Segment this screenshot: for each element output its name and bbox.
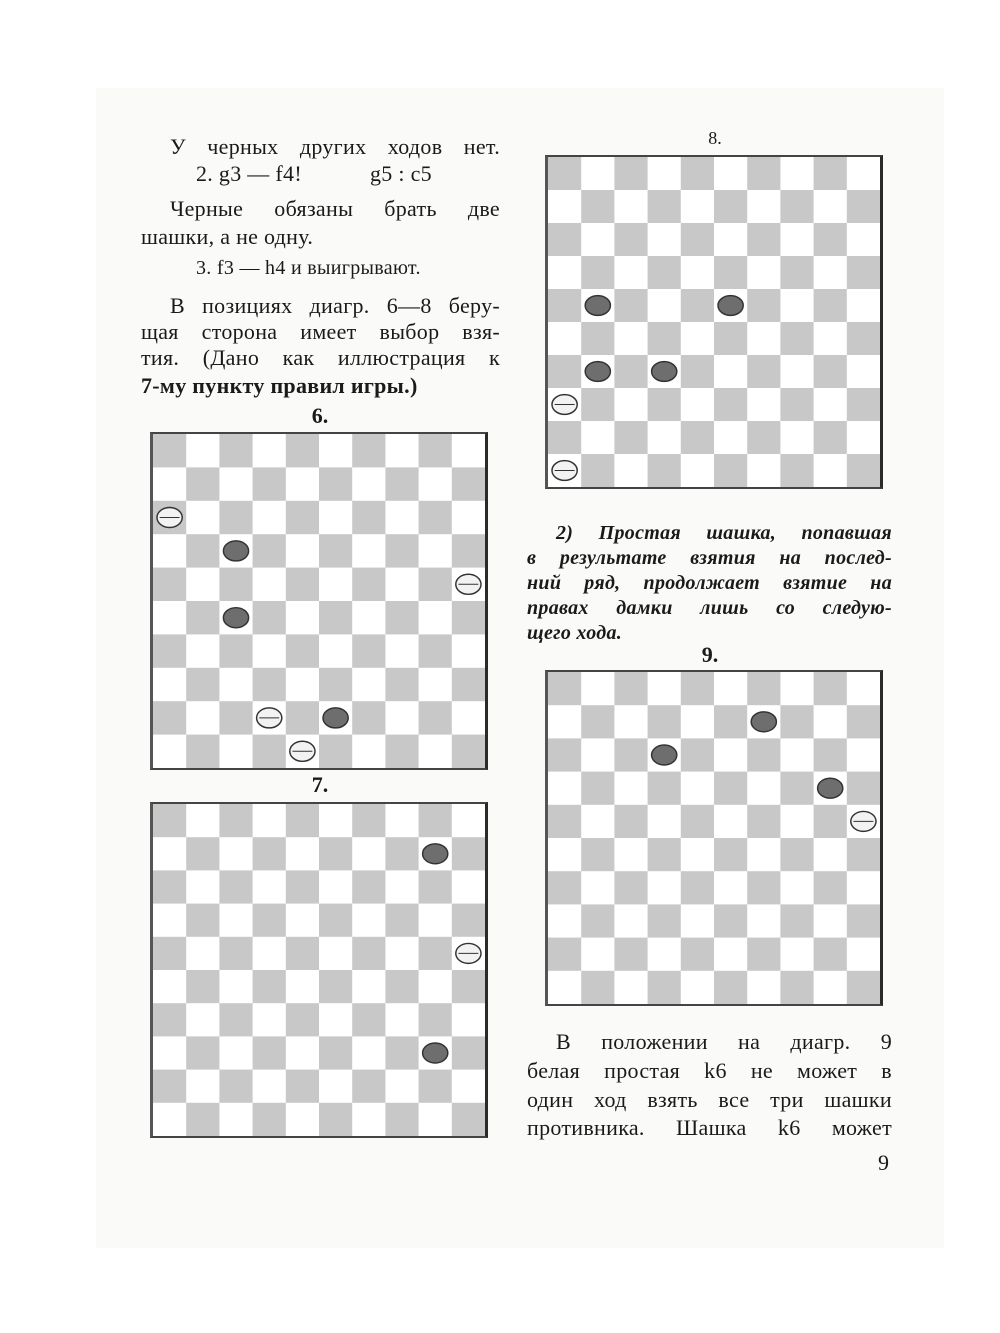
dark-square (814, 871, 847, 904)
dark-square (286, 568, 319, 601)
dark-square (814, 355, 847, 388)
dark-square (385, 601, 418, 634)
dark-square (847, 904, 880, 937)
dark-square (319, 1036, 352, 1069)
diagram-6-board (150, 432, 488, 770)
dark-square (648, 772, 681, 805)
dark-square (352, 1003, 385, 1036)
footnote-line: 2) Простая шашка, попавшая (556, 522, 892, 544)
dark-square (847, 971, 880, 1004)
move-line: 2. g3 — f4! (196, 161, 302, 186)
dark-square (648, 904, 681, 937)
dark-square (219, 701, 252, 734)
dark-square (219, 434, 252, 467)
dark-square (814, 805, 847, 838)
text-line: 7-му пункту правил игры.) (141, 373, 418, 398)
footnote-line: правах дамки лишь со следую- (527, 597, 892, 619)
footnote-line: щего хода. (527, 622, 623, 644)
text-line: Черные обязаны брать две (170, 196, 500, 221)
dark-square (319, 534, 352, 567)
dark-square (319, 970, 352, 1003)
dark-square (714, 772, 747, 805)
footnote-line: ний ряд, продолжает взятие на (527, 572, 892, 594)
dark-square (153, 804, 186, 837)
diagram-6-label: 6. (311, 403, 329, 428)
black-piece (652, 745, 677, 765)
dark-square (747, 421, 780, 454)
black-piece (585, 362, 610, 382)
black-piece (718, 296, 743, 316)
dark-square (614, 289, 647, 322)
dark-square (548, 672, 581, 705)
dark-square (614, 938, 647, 971)
dark-square (219, 568, 252, 601)
dark-square (780, 772, 813, 805)
dark-square (847, 705, 880, 738)
dark-square (548, 157, 581, 190)
dark-square (581, 705, 614, 738)
dark-square (153, 1003, 186, 1036)
dark-square (153, 434, 186, 467)
dark-square (747, 223, 780, 256)
text-line: противника. Шашка k6 может (527, 1115, 892, 1140)
dark-square (747, 738, 780, 771)
dark-square (747, 805, 780, 838)
dark-square (186, 534, 219, 567)
dark-square (286, 501, 319, 534)
dark-square (186, 735, 219, 768)
dark-square (714, 904, 747, 937)
dark-square (847, 388, 880, 421)
dark-square (319, 735, 352, 768)
text-line: тия. (Дано как иллюстрация к (141, 345, 500, 370)
dark-square (186, 1036, 219, 1069)
dark-square (714, 388, 747, 421)
dark-square (419, 1003, 452, 1036)
dark-square (219, 937, 252, 970)
dark-square (253, 904, 286, 937)
dark-square (847, 454, 880, 487)
dark-square (681, 355, 714, 388)
dark-square (352, 870, 385, 903)
dark-square (352, 501, 385, 534)
dark-square (452, 1036, 485, 1069)
dark-square (253, 837, 286, 870)
dark-square (581, 454, 614, 487)
dark-square (452, 904, 485, 937)
text-line: В позициях диагр. 6—8 беру- (170, 293, 500, 318)
dark-square (452, 735, 485, 768)
dark-square (581, 838, 614, 871)
dark-square (419, 501, 452, 534)
dark-square (352, 434, 385, 467)
dark-square (648, 256, 681, 289)
dark-square (814, 289, 847, 322)
dark-square (419, 701, 452, 734)
dark-square (352, 804, 385, 837)
dark-square (186, 668, 219, 701)
dark-square (814, 738, 847, 771)
black-piece (751, 712, 776, 732)
dark-square (385, 534, 418, 567)
dark-square (747, 871, 780, 904)
dark-square (847, 190, 880, 223)
dark-square (253, 601, 286, 634)
dark-square (286, 870, 319, 903)
dark-square (253, 534, 286, 567)
dark-square (153, 634, 186, 667)
dark-square (319, 467, 352, 500)
move-line: 3. f3 — h4 и выигрывают. (196, 257, 421, 279)
footnote-line: в результате взятия на послед- (527, 547, 892, 569)
dark-square (780, 904, 813, 937)
text-line: щая сторона имеет выбор взя- (141, 319, 500, 344)
dark-square (219, 634, 252, 667)
dark-square (780, 190, 813, 223)
dark-square (352, 1070, 385, 1103)
dark-square (581, 256, 614, 289)
dark-square (219, 804, 252, 837)
dark-square (419, 434, 452, 467)
dark-square (286, 1070, 319, 1103)
black-piece (223, 541, 248, 561)
dark-square (385, 837, 418, 870)
dark-square (681, 938, 714, 971)
dark-square (581, 772, 614, 805)
dark-square (186, 467, 219, 500)
dark-square (780, 322, 813, 355)
text-line: шашки, а не одну. (141, 224, 314, 249)
dark-square (747, 289, 780, 322)
dark-square (253, 467, 286, 500)
dark-square (814, 223, 847, 256)
dark-square (452, 467, 485, 500)
dark-square (452, 668, 485, 701)
dark-square (581, 388, 614, 421)
dark-square (814, 157, 847, 190)
dark-square (452, 970, 485, 1003)
dark-square (419, 634, 452, 667)
dark-square (681, 421, 714, 454)
text-line: белая простая k6 не может в (527, 1058, 892, 1083)
dark-square (219, 1003, 252, 1036)
dark-square (614, 157, 647, 190)
dark-square (648, 705, 681, 738)
dark-square (581, 322, 614, 355)
dark-square (385, 735, 418, 768)
dark-square (714, 838, 747, 871)
dark-square (385, 467, 418, 500)
dark-square (186, 1103, 219, 1136)
dark-square (153, 870, 186, 903)
dark-square (319, 1103, 352, 1136)
dark-square (153, 1070, 186, 1103)
dark-square (352, 701, 385, 734)
dark-square (614, 805, 647, 838)
dark-square (186, 601, 219, 634)
dark-square (847, 256, 880, 289)
dark-square (219, 870, 252, 903)
dark-square (648, 388, 681, 421)
black-piece (652, 362, 677, 382)
dark-square (153, 568, 186, 601)
dark-square (385, 1103, 418, 1136)
dark-square (681, 157, 714, 190)
diagram-8-board (545, 155, 883, 489)
diagram-7-label: 7. (311, 772, 329, 797)
dark-square (153, 701, 186, 734)
dark-square (286, 701, 319, 734)
dark-square (747, 157, 780, 190)
dark-square (614, 871, 647, 904)
dark-square (419, 937, 452, 970)
dark-square (219, 1070, 252, 1103)
dark-square (385, 904, 418, 937)
dark-square (548, 805, 581, 838)
page-number: 9 (878, 1150, 889, 1175)
dark-square (614, 421, 647, 454)
dark-square (780, 705, 813, 738)
dark-square (548, 938, 581, 971)
dark-square (714, 256, 747, 289)
dark-square (780, 454, 813, 487)
dark-square (747, 355, 780, 388)
dark-square (847, 322, 880, 355)
dark-square (419, 804, 452, 837)
dark-square (847, 772, 880, 805)
dark-square (681, 223, 714, 256)
black-piece (423, 844, 448, 864)
dark-square (648, 454, 681, 487)
dark-square (186, 970, 219, 1003)
dark-square (780, 838, 813, 871)
dark-square (186, 904, 219, 937)
dark-square (419, 1070, 452, 1103)
dark-square (681, 672, 714, 705)
diagram-8-svg (548, 157, 880, 487)
dark-square (548, 421, 581, 454)
dark-square (681, 871, 714, 904)
dark-square (614, 738, 647, 771)
black-piece (223, 608, 248, 628)
dark-square (186, 837, 219, 870)
dark-square (286, 434, 319, 467)
dark-square (614, 355, 647, 388)
dark-square (581, 904, 614, 937)
black-piece (423, 1043, 448, 1063)
diagram-7-svg (153, 804, 485, 1136)
dark-square (352, 568, 385, 601)
dark-square (319, 837, 352, 870)
black-piece (818, 778, 843, 798)
dark-square (780, 388, 813, 421)
dark-square (319, 668, 352, 701)
dark-square (352, 634, 385, 667)
dark-square (714, 705, 747, 738)
dark-square (452, 1103, 485, 1136)
dark-square (253, 1036, 286, 1069)
dark-square (385, 970, 418, 1003)
dark-square (153, 937, 186, 970)
diagram-6-svg (153, 434, 485, 768)
move-line: g5 : c5 (370, 161, 432, 186)
dark-square (286, 1003, 319, 1036)
dark-square (681, 289, 714, 322)
text-line: В положении на диагр. 9 (556, 1029, 892, 1054)
dark-square (714, 454, 747, 487)
dark-square (452, 837, 485, 870)
dark-square (814, 421, 847, 454)
black-piece (323, 708, 348, 728)
dark-square (419, 870, 452, 903)
dark-square (581, 190, 614, 223)
diagram-8-label: 8. (708, 128, 722, 148)
diagram-7-board (150, 802, 488, 1138)
dark-square (286, 804, 319, 837)
diagram-9-label: 9. (701, 642, 719, 667)
dark-square (548, 223, 581, 256)
dark-square (648, 971, 681, 1004)
dark-square (581, 971, 614, 1004)
dark-square (714, 190, 747, 223)
text-line: У черных других ходов нет. (170, 134, 500, 159)
dark-square (253, 970, 286, 1003)
dark-square (714, 971, 747, 1004)
dark-square (286, 634, 319, 667)
dark-square (614, 672, 647, 705)
dark-square (253, 668, 286, 701)
dark-square (548, 871, 581, 904)
dark-square (747, 672, 780, 705)
dark-square (780, 256, 813, 289)
dark-square (253, 735, 286, 768)
diagram-9-svg (548, 672, 880, 1004)
dark-square (681, 738, 714, 771)
dark-square (219, 501, 252, 534)
dark-square (286, 937, 319, 970)
dark-square (452, 601, 485, 634)
dark-square (814, 672, 847, 705)
diagram-9-board (545, 670, 883, 1006)
dark-square (614, 223, 647, 256)
dark-square (385, 1036, 418, 1069)
dark-square (714, 322, 747, 355)
text-line: один ход взять все три шашки (527, 1087, 892, 1112)
dark-square (847, 838, 880, 871)
dark-square (814, 938, 847, 971)
dark-square (747, 938, 780, 971)
dark-square (319, 904, 352, 937)
dark-square (319, 601, 352, 634)
dark-square (648, 322, 681, 355)
dark-square (548, 355, 581, 388)
dark-square (385, 668, 418, 701)
black-piece (585, 296, 610, 316)
dark-square (648, 190, 681, 223)
dark-square (681, 805, 714, 838)
dark-square (352, 937, 385, 970)
dark-square (548, 289, 581, 322)
dark-square (780, 971, 813, 1004)
dark-square (253, 1103, 286, 1136)
dark-square (419, 568, 452, 601)
dark-square (648, 838, 681, 871)
dark-square (452, 534, 485, 567)
dark-square (548, 738, 581, 771)
